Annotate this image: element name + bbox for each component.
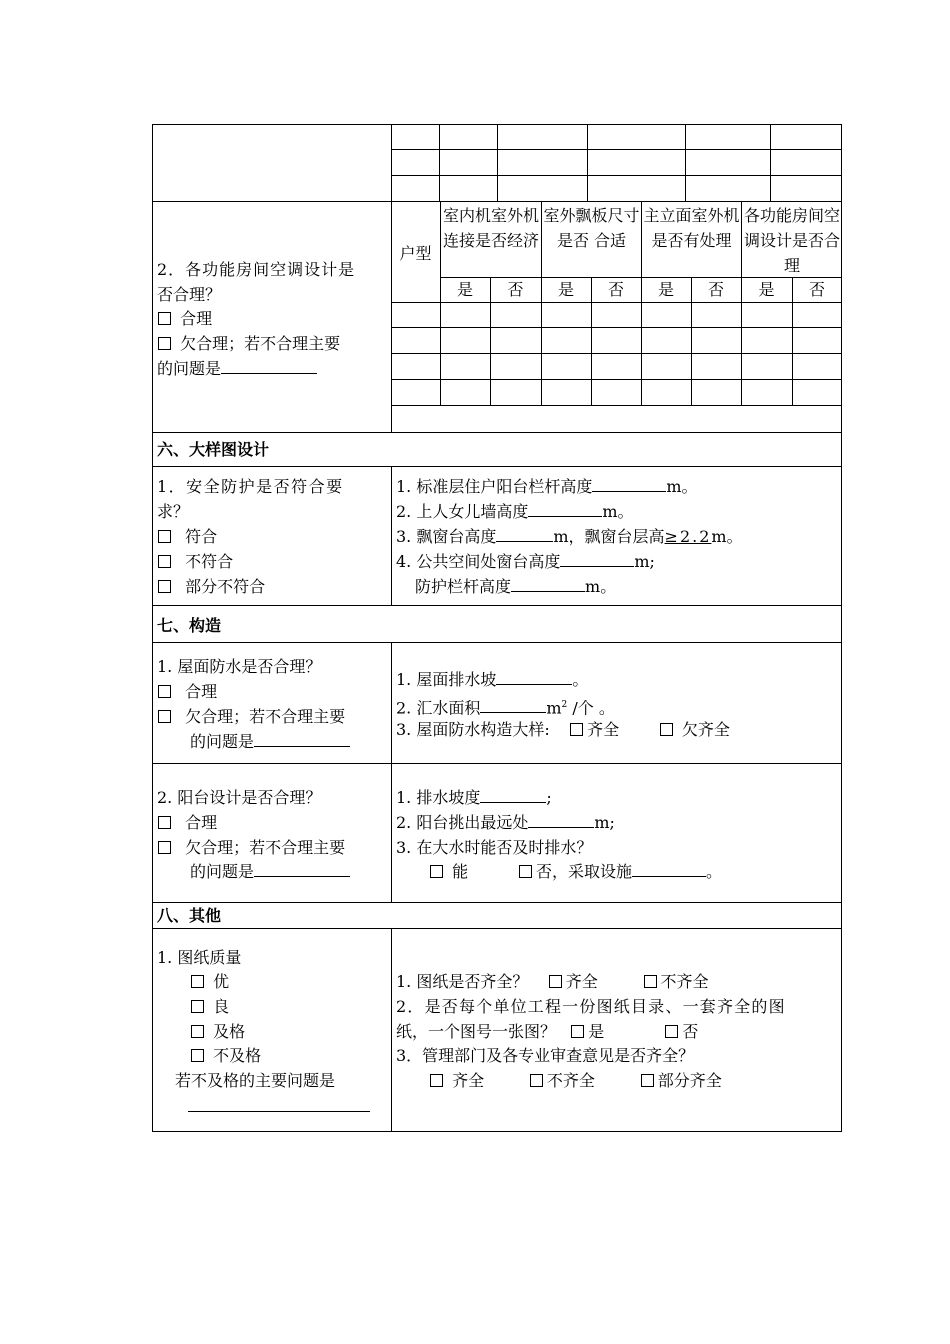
option-label: 欠合理；若不合理主要 <box>185 707 346 726</box>
grid-line <box>391 149 842 150</box>
issue-blank[interactable] <box>254 862 350 877</box>
checkbox-icon[interactable] <box>158 337 171 350</box>
item-label: 3. 飘窗台高度 <box>396 527 497 546</box>
bay-window-height <box>396 527 743 547</box>
quality-option-fail[interactable] <box>191 1046 261 1066</box>
grid-line <box>391 353 842 354</box>
ac-question-line1: 2．各功能房间空调设计是 <box>157 260 356 279</box>
item-label: 纸，一个图号一张图？ <box>396 1022 557 1041</box>
catchment-area <box>396 695 615 718</box>
checkbox-icon[interactable] <box>158 312 171 325</box>
item-label: m，飘窗台层高 <box>553 527 665 546</box>
unit-label: m。 <box>602 502 634 521</box>
header-no: 否 <box>507 280 524 299</box>
header-indoor-outdoor-connection: 室内机室外机连接是否经济 <box>442 206 539 250</box>
item-label: 3. 屋面防水构造大样: <box>396 720 550 739</box>
roof-issue-line <box>190 732 350 752</box>
header-no: 否 <box>607 280 624 299</box>
unit-label: m <box>546 698 562 718</box>
balcony-overhang <box>396 813 615 833</box>
checkbox-icon[interactable] <box>158 710 171 723</box>
ac-option-unreasonable[interactable] <box>158 334 340 354</box>
header-no: 否 <box>707 280 724 299</box>
unit-label: 。 <box>705 862 722 881</box>
balcony-option-unreasonable[interactable] <box>158 838 345 858</box>
checkbox-icon[interactable] <box>158 841 171 854</box>
checkbox-icon[interactable] <box>430 865 443 878</box>
unit-label: m。 <box>585 577 617 596</box>
ac-question-line2: 否合理？ <box>157 285 222 304</box>
row-divider <box>152 763 842 764</box>
value-blank[interactable] <box>632 862 706 877</box>
safety-question-line2: 求？ <box>157 502 190 521</box>
row-divider <box>152 466 842 467</box>
checkbox-icon[interactable] <box>530 1074 543 1087</box>
grid-line <box>391 379 842 380</box>
checkbox-icon[interactable] <box>191 1000 204 1013</box>
guard-rail-height <box>415 577 616 597</box>
option-label: 能 <box>452 862 469 881</box>
value-blank[interactable] <box>496 527 553 542</box>
safety-option-partial[interactable] <box>158 577 265 597</box>
safety-question-line1: 1．安全防护是否符合要 <box>157 477 344 496</box>
checkbox-icon[interactable] <box>641 1074 654 1087</box>
option-label: 良 <box>213 997 230 1016</box>
checkbox-icon[interactable] <box>519 865 532 878</box>
checkbox-icon[interactable] <box>549 975 562 988</box>
option-label: 否，采取设施 <box>535 862 632 881</box>
unit-label: m; <box>594 813 615 832</box>
option-label: 不齐全 <box>660 972 709 991</box>
review-opinions-options <box>430 1071 722 1091</box>
item-label: 1. 屋面排水坡 <box>396 670 497 689</box>
grid-line <box>587 124 588 201</box>
header-yes: 是 <box>657 280 674 299</box>
column-divider <box>391 642 392 902</box>
row-divider <box>152 642 842 643</box>
value-blank[interactable] <box>480 788 546 803</box>
issue-label: 的问题是 <box>157 359 222 378</box>
header-facade-outdoor-unit: 主立面室外机是否有处理 <box>643 206 740 250</box>
unit-label: m; <box>634 552 655 571</box>
row-divider <box>152 201 842 202</box>
value-blank[interactable] <box>496 670 572 685</box>
heavy-rain-drainage: 3. 在大水时能否及时排水？ <box>396 838 593 857</box>
quality-fail-issue-label: 若不及格的主要问题是 <box>175 1071 336 1090</box>
item-label: 4. 公共空间处窗台高度 <box>396 552 561 571</box>
item-label: 2. 上人女儿墙高度 <box>396 502 529 521</box>
public-sill-height <box>396 552 655 572</box>
grid-line <box>741 201 742 405</box>
checkbox-icon[interactable] <box>158 685 171 698</box>
option-label: 符合 <box>185 527 218 546</box>
item-label: 2. 汇水面积 <box>396 698 481 718</box>
roof-option-reasonable[interactable] <box>158 682 217 702</box>
option-label: 是 <box>588 1022 605 1041</box>
roof-detail-drawing <box>396 720 730 740</box>
parapet-height <box>396 502 634 522</box>
grid-line <box>440 201 441 405</box>
grid-line <box>391 327 842 328</box>
option-label: 否 <box>682 1022 699 1041</box>
header-yes: 是 <box>758 280 775 299</box>
option-label: 不齐全 <box>546 1071 595 1090</box>
option-label: 不及格 <box>213 1046 262 1065</box>
value-blank[interactable] <box>528 813 594 828</box>
option-label: 及格 <box>213 1022 246 1041</box>
option-label: 欠齐全 <box>681 720 730 739</box>
checkbox-icon[interactable] <box>191 1025 204 1038</box>
heavy-rain-options <box>430 862 722 882</box>
floor-height-value: ≥2.2 <box>664 527 712 546</box>
value-blank[interactable] <box>528 502 602 517</box>
checkbox-icon[interactable] <box>191 975 204 988</box>
grid-line <box>541 201 542 405</box>
option-label: 优 <box>213 972 230 991</box>
checkbox-icon[interactable] <box>571 1025 584 1038</box>
quality-option-good[interactable] <box>191 997 229 1017</box>
issue-blank[interactable] <box>221 359 317 374</box>
option-label: 不符合 <box>185 552 234 571</box>
unit-superscript: 2 <box>561 700 568 710</box>
unit-label: m。 <box>711 527 743 546</box>
header-yes: 是 <box>456 280 473 299</box>
item-label: 2. 阳台挑出最远处 <box>396 813 529 832</box>
option-label: 欠合理；若不合理主要 <box>180 334 341 353</box>
balcony-issue-line <box>190 862 350 882</box>
checkbox-icon[interactable] <box>158 580 171 593</box>
review-opinions-complete: 3．管理部门及各专业审查意见是否齐全？ <box>396 1046 695 1065</box>
quality-option-pass[interactable] <box>191 1022 245 1042</box>
roof-waterproof-question: 1. 屋面防水是否合理？ <box>157 657 322 676</box>
value-blank[interactable] <box>480 698 546 713</box>
quality-fail-issue-blank[interactable] <box>188 1097 370 1112</box>
unit-label: /个 。 <box>572 698 615 718</box>
checkbox-icon[interactable] <box>430 1074 443 1087</box>
header-outdoor-panel-size: 室外飘板尺寸是否 合适 <box>543 206 640 250</box>
value-blank[interactable] <box>592 477 666 492</box>
option-label: 部分齐全 <box>657 1071 722 1090</box>
grid-line <box>641 201 642 405</box>
checkbox-icon[interactable] <box>644 975 657 988</box>
option-label: 齐全 <box>587 720 620 739</box>
issue-label: 的问题是 <box>190 732 255 751</box>
drawing-quality-question: 1. 图纸质量 <box>157 948 242 967</box>
column-divider <box>391 466 392 605</box>
roof-drainage-slope <box>396 670 588 690</box>
column-divider <box>391 124 392 432</box>
balcony-question: 2. 阳台设计是否合理？ <box>157 788 322 807</box>
grid-line <box>391 302 842 303</box>
section-title-detail-design: 六、大样图设计 <box>157 440 270 459</box>
checkbox-icon[interactable] <box>570 723 583 736</box>
row-divider <box>152 902 842 903</box>
balcony-option-reasonable[interactable] <box>158 813 217 833</box>
safety-option-compliant[interactable] <box>158 527 217 547</box>
item-label: 1. 排水坡度 <box>396 788 481 807</box>
checkbox-icon[interactable] <box>191 1049 204 1062</box>
header-no: 否 <box>808 280 825 299</box>
item-label: 防护栏杆高度 <box>415 577 512 596</box>
item-label: 1. 标准层住户阳台栏杆高度 <box>396 477 593 496</box>
drawing-index-line1: 2．是否每个单位工程一份图纸目录、一套齐全的图 <box>396 997 786 1016</box>
unit-label: m。 <box>666 477 698 496</box>
column-divider <box>391 928 392 1132</box>
row-divider <box>152 928 842 929</box>
grid-line <box>391 405 842 406</box>
option-label: 合理 <box>180 309 213 328</box>
value-blank[interactable] <box>511 577 585 592</box>
header-room-ac-design: 各功能房间空调设计是否合理 <box>743 206 840 275</box>
header-yes: 是 <box>557 280 574 299</box>
section-title-other: 八、其他 <box>157 906 222 925</box>
safety-option-noncompliant[interactable] <box>158 552 233 572</box>
unit-label: 。 <box>572 670 589 689</box>
drawings-complete <box>396 972 709 992</box>
unit-label: ; <box>546 788 552 807</box>
grid-line <box>497 124 498 201</box>
option-label: 齐全 <box>565 972 598 991</box>
drawing-index-line2 <box>396 1022 698 1042</box>
checkbox-icon[interactable] <box>158 816 171 829</box>
balcony-drainage-slope <box>396 788 552 808</box>
option-label: 欠合理；若不合理主要 <box>185 838 346 857</box>
ac-option-reasonable[interactable] <box>158 309 212 329</box>
checkbox-icon[interactable] <box>158 530 171 543</box>
ac-issue-line <box>157 359 317 379</box>
option-label: 合理 <box>185 682 218 701</box>
option-label: 部分不符合 <box>185 577 266 596</box>
issue-blank[interactable] <box>254 732 350 747</box>
option-label: 合理 <box>185 813 218 832</box>
grid-line <box>770 124 771 201</box>
balcony-railing-height <box>396 477 698 497</box>
value-blank[interactable] <box>560 552 634 567</box>
row-divider <box>152 432 842 433</box>
option-label: 齐全 <box>452 1071 485 1090</box>
item-label: 1. 图纸是否齐全？ <box>396 972 529 991</box>
header-unit-type: 户型 <box>399 244 432 263</box>
issue-label: 的问题是 <box>190 862 255 881</box>
roof-option-unreasonable[interactable] <box>158 707 345 727</box>
grid-line <box>391 175 842 176</box>
quality-option-excellent[interactable] <box>191 972 229 992</box>
row-divider <box>152 605 842 606</box>
section-title-construction: 七、构造 <box>157 616 222 635</box>
checkbox-icon[interactable] <box>665 1025 678 1038</box>
checkbox-icon[interactable] <box>158 555 171 568</box>
checkbox-icon[interactable] <box>660 723 673 736</box>
grid-line <box>439 124 440 201</box>
grid-line <box>685 124 686 201</box>
